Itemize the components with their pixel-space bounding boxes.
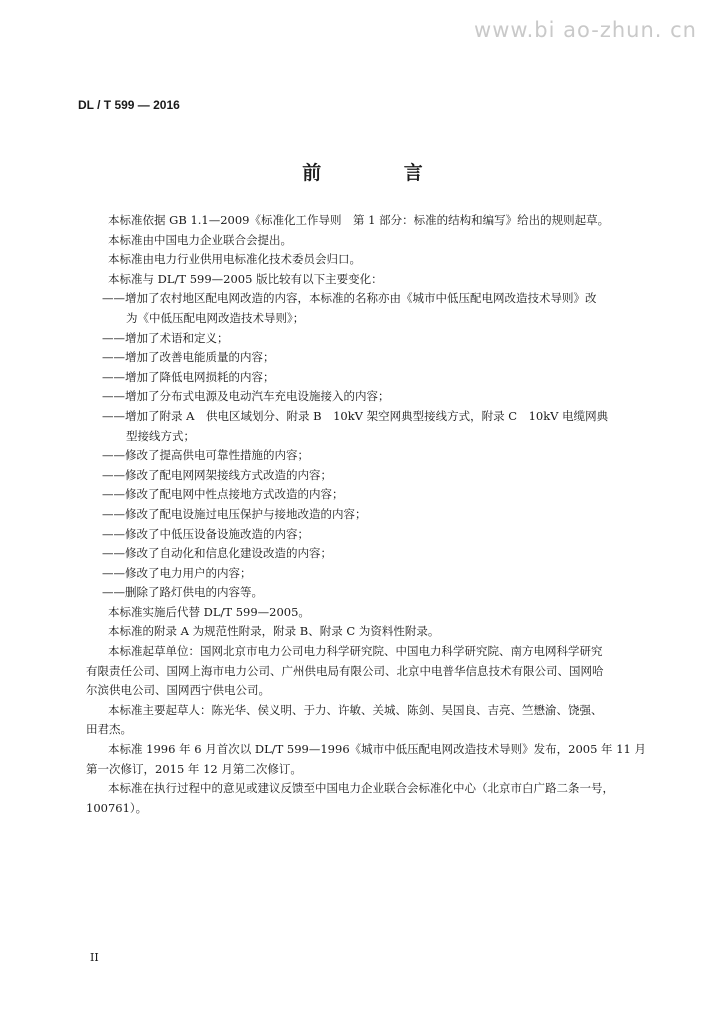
text-line: ——修改了配电网网架接线方式改造的内容； bbox=[102, 467, 332, 482]
text-line: 本标准实施后代替 DL/T 599—2005。 bbox=[108, 604, 310, 619]
document-code: DL / T 599 — 2016 bbox=[78, 98, 180, 112]
text-line: 型接线方式； bbox=[126, 428, 195, 443]
text-line: ——修改了电力用户的内容； bbox=[102, 565, 252, 580]
text-line: 田君杰。 bbox=[86, 722, 132, 737]
text-line: 本标准与 DL/T 599—2005 版比较有以下主要变化： bbox=[108, 271, 383, 286]
text-line: 100761）。 bbox=[86, 800, 148, 815]
text-line: ——修改了配电设施过电压保护与接地改造的内容； bbox=[102, 506, 367, 521]
page-number: II bbox=[90, 951, 99, 964]
text-line: 尔滨供电公司、国网西宁供电公司。 bbox=[86, 683, 270, 698]
text-line: 第一次修订，2015 年 12 月第二次修订。 bbox=[86, 761, 302, 776]
text-line: ——修改了中低压设备设施改造的内容； bbox=[102, 526, 309, 541]
text-line: ——增加了术语和定义； bbox=[102, 330, 229, 345]
text-line: 有限责任公司、国网上海市电力公司、广州供电局有限公司、北京中电普华信息技术有限公司、国网哈 bbox=[86, 663, 604, 678]
text-line: ——删除了路灯供电的内容等。 bbox=[102, 585, 263, 600]
text-line: 本标准由电力行业供用电标准化技术委员会归口。 bbox=[108, 252, 361, 267]
text-line: ——增加了分布式电源及电动汽车充电设施接入的内容； bbox=[102, 389, 390, 404]
text-line: 本标准 1996 年 6 月首次以 DL/T 599—1996《城市中低压配电网改造技术导则》发布，2005 年 11 月 bbox=[108, 742, 646, 757]
text-line: ——修改了配电网中性点接地方式改造的内容； bbox=[102, 487, 344, 502]
text-line: 本标准在执行过程中的意见或建议反馈至中国电力企业联合会标准化中心（北京市白广路二条一号， bbox=[108, 781, 614, 796]
text-line: 为《中低压配电网改造技术导则》； bbox=[126, 310, 305, 325]
text-line: ——增加了改善电能质量的内容； bbox=[102, 350, 275, 365]
text-line: 本标准起草单位：国网北京市电力公司电力科学研究院、中国电力科学研究院、南方电网科学研究 bbox=[108, 644, 603, 659]
watermark: www.bi ao-zhun. cn bbox=[474, 18, 697, 42]
text-line: ——增加了降低电网损耗的内容； bbox=[102, 369, 275, 384]
text-line: 本标准依据 GB 1.1—2009《标准化工作导则 第 1 部分：标准的结构和编写》给出的规则起草。 bbox=[108, 213, 610, 227]
text-line: ——增加了农村地区配电网改造的内容，本标准的名称亦由《城市中低压配电网改造技术导则》改 bbox=[102, 291, 597, 306]
text-line: ——修改了自动化和信息化建设改造的内容； bbox=[102, 546, 332, 561]
text-line: ——修改了提高供电可靠性措施的内容； bbox=[102, 448, 309, 463]
page-title: 前 言 bbox=[302, 162, 461, 184]
text-line: 本标准主要起草人：陈光华、侯义明、于力、许敏、关城、陈剑、吴国良、吉亮、竺懋渝、饶强、 bbox=[108, 702, 603, 717]
text-line: 本标准由中国电力企业联合会提出。 bbox=[108, 232, 292, 247]
text-line: 本标准的附录 A 为规范性附录，附录 B、附录 C 为资料性附录。 bbox=[108, 624, 440, 639]
text-line: ——增加了附录 A 供电区域划分、附录 B 10kV 架空网典型接线方式，附录 C 10kV 电缆网典 bbox=[102, 408, 609, 423]
preface-body bbox=[86, 211, 656, 818]
